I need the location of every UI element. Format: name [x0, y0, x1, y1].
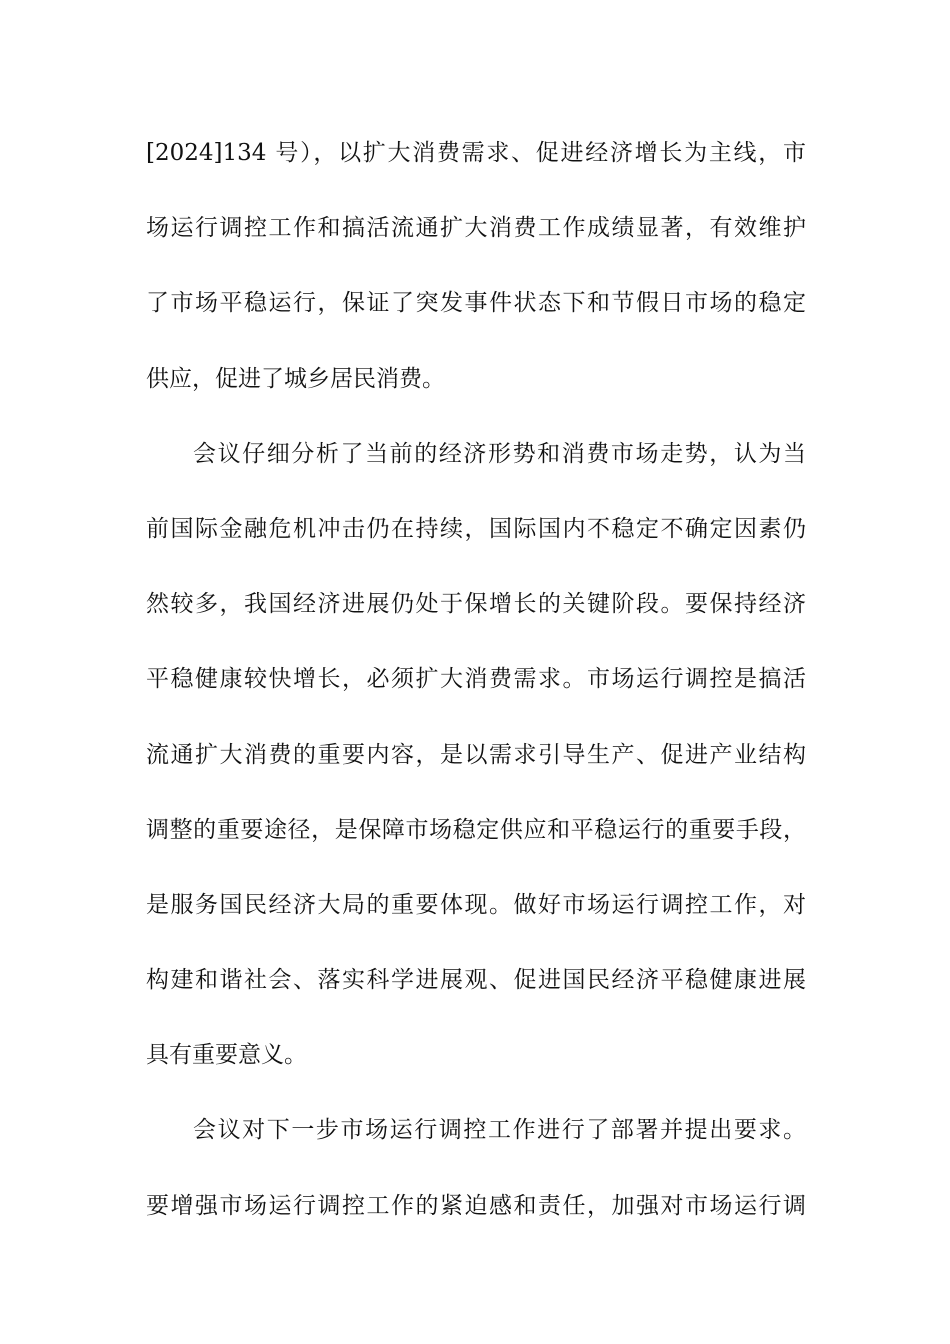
text-line: 流通扩大消费的重要内容，是以需求引导生产、促进产业结构: [146, 741, 806, 768]
text-line: 构建和谐社会、落实科学进展观、促进国民经济平稳健康进展: [146, 967, 806, 994]
text-line: 然较多，我国经济进展仍处于保增长的关键阶段。要保持经济: [146, 591, 806, 618]
text-line: 平稳健康较快增长，必须扩大消费需求。市场运行调控是搞活: [146, 666, 806, 693]
text-line: [2024]134 号），以扩大消费需求、促进经济增长为主线，市: [146, 140, 806, 166]
paragraph-first-line: 会议对下一步市场运行调控工作进行了部署并提出要求。: [193, 1117, 806, 1144]
text-line: 具有重要意义。: [146, 1042, 307, 1069]
text-line: 调整的重要途径，是保障市场稳定供应和平稳运行的重要手段，: [146, 816, 806, 843]
paragraph-first-line: 会议仔细分析了当前的经济形势和消费市场走势，认为当: [193, 440, 806, 467]
text-line: 要增强市场运行调控工作的紧迫感和责任，加强对市场运行调: [146, 1192, 806, 1219]
text-line: 场运行调控工作和搞活流通扩大消费工作成绩显著，有效维护: [146, 215, 806, 242]
text-line: 是服务国民经济大局的重要体现。做好市场运行调控工作，对: [146, 891, 806, 918]
text-line: 了市场平稳运行，保证了突发事件状态下和节假日市场的稳定: [146, 290, 806, 317]
body-text: [146, 130, 806, 1258]
text-line: 供应，促进了城乡居民消费。: [146, 365, 445, 392]
text-line: 前国际金融危机冲击仍在持续，国际国内不稳定不确定因素仍: [146, 515, 806, 542]
